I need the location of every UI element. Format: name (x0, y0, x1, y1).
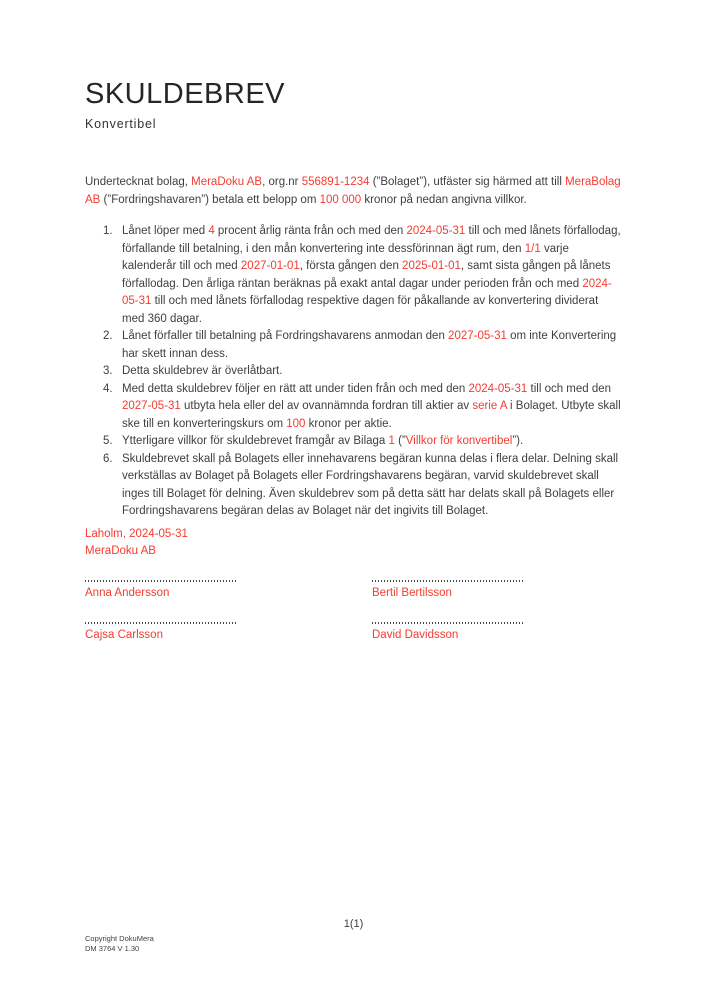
static-text: i Bolaget. Utbyte skall ske till en konverteringskurs om (122, 400, 621, 430)
static-text: Ytterligare villkor för skuldebrevet framgår av Bilaga (122, 435, 389, 447)
static-text: varje kalenderår till och med (122, 242, 569, 272)
signature-line (372, 580, 524, 582)
signature-block (85, 622, 372, 642)
field-value: 100 (286, 417, 306, 430)
static-text: procent årlig ränta från och med den (214, 225, 407, 237)
list-item (85, 433, 622, 451)
static-text: Skuldebrevet skall på Bolagets eller innehavarens begäran kunna delas i flera delar. Delning skall verkställas av Bolaget på Bolagets eller Fordringshavarens begäran, varvid skuldebrevet skall inges till Bolaget för delning. Även skuldebrev som på detta sätt har delats skall på Bolagets eller Fordringshavarens begäran delas av Bolaget när det ingivits till Bolaget. (122, 452, 619, 517)
static-text: Lånet löper med (122, 225, 209, 237)
list-item-number: 2. (103, 330, 113, 342)
list-item (85, 328, 622, 363)
field-value: 2024-05-31 (468, 382, 528, 395)
signature-section (85, 580, 622, 642)
static-text: (”Bolaget”), utfäster sig härmed att till (369, 176, 566, 188)
list-item-text (122, 363, 622, 381)
page-title: SKULDEBREV (85, 78, 286, 110)
field-value: 1 (388, 435, 395, 447)
static-text: utbyta hela eller del av ovannämnda fordran till aktier av (180, 400, 473, 412)
field-value: 2027-05-31 (448, 330, 507, 342)
static-text: , samt sista gången på lånets förfallodag. Den årliga räntan beräknas på exakt antal dagar under perioden från och med (122, 260, 611, 290)
field-value: 2025-01-01 (402, 260, 461, 272)
signatory-name: Anna Andersson (85, 586, 170, 599)
document-content (85, 78, 622, 642)
copyright-footer (85, 934, 154, 954)
static-text: till och med lånets förfallodag, förfallande till betalning, i den mån konvertering inte dessförinnan ägt rum, den (122, 225, 621, 255)
field-value: serie A (472, 400, 507, 412)
list-item (85, 451, 622, 521)
signatory-name: David Davidsson (372, 628, 459, 641)
static-text: kronor på nedan angivna villkor. (361, 193, 527, 206)
field-value: MeraBolag AB (85, 176, 621, 206)
field-value: 2027-05-31 (122, 400, 181, 412)
signature-block (85, 580, 372, 600)
signature-line (85, 580, 237, 582)
signatory-name: Cajsa Carlsson (85, 628, 163, 641)
signoff-company: MeraDoku AB (85, 545, 156, 557)
list-item (85, 381, 622, 434)
signature-line (85, 622, 237, 624)
static-text: , första gången den (299, 260, 403, 272)
list-item-text (122, 451, 622, 521)
signoff-place-date: Laholm, 2024-05-31 (85, 527, 188, 540)
list-item-text (122, 328, 622, 363)
static-text: till och med den (527, 382, 612, 395)
field-value: 4 (208, 225, 215, 237)
list-item (85, 223, 622, 328)
field-value: MeraDoku AB (191, 176, 263, 188)
list-item (85, 363, 622, 381)
list-item-text (122, 381, 622, 434)
signature-block (372, 622, 622, 642)
field-value: 2027-01-01 (240, 260, 300, 272)
signatory-name: Bertil Bertilsson (372, 586, 452, 599)
list-item-number: 6. (103, 452, 113, 465)
list-item-number: 1. (103, 225, 113, 237)
static-text: kronor per aktie. (305, 417, 392, 430)
field-value: 2024-05-31 (406, 225, 466, 237)
static-text: , org.nr (262, 176, 302, 188)
intro-paragraph (85, 174, 622, 209)
field-value: Villkor för konvertibel (405, 435, 513, 447)
list-item-number: 4. (103, 382, 113, 395)
field-value: 556891-1234 (301, 176, 370, 188)
static-text: ”). (512, 435, 524, 447)
static-text: Undertecknat bolag, (85, 176, 192, 188)
static-text: Lånet förfaller till betalning på Fordringshavarens anmodan den (122, 330, 449, 342)
static-text: till och med lånets förfallodag respektive dagen för påkallande av konvertering dividerat med 360 dagar. (122, 295, 599, 325)
document-version: DM 3764 V 1.30 (85, 944, 140, 953)
static-text: (” (394, 435, 406, 447)
list-item-text (122, 433, 622, 451)
copyright-line: Copyright DokuMera (85, 934, 154, 943)
signature-line (372, 622, 524, 624)
signoff-block (85, 526, 622, 561)
page-subtitle: Konvertibel (85, 117, 157, 131)
static-text: (”Fordringshavaren”) betala ett belopp om (100, 193, 320, 206)
field-value: 2024-05-31 (122, 277, 612, 307)
field-value: 100 000 (319, 193, 362, 206)
page-number: 1(1) (343, 918, 364, 930)
field-value: 1/1 (524, 242, 541, 255)
list-item-number: 5. (103, 435, 113, 447)
list-item-number: 3. (103, 365, 113, 377)
list-item-text (122, 223, 622, 328)
static-text: om inte Konvertering har skett innan dess. (122, 330, 617, 360)
static-text: Med detta skuldebrev följer en rätt att under tiden från och med den (122, 382, 469, 395)
static-text: Detta skuldebrev är överlåtbart. (122, 365, 283, 377)
signature-block (372, 580, 622, 600)
terms-list (85, 223, 622, 521)
